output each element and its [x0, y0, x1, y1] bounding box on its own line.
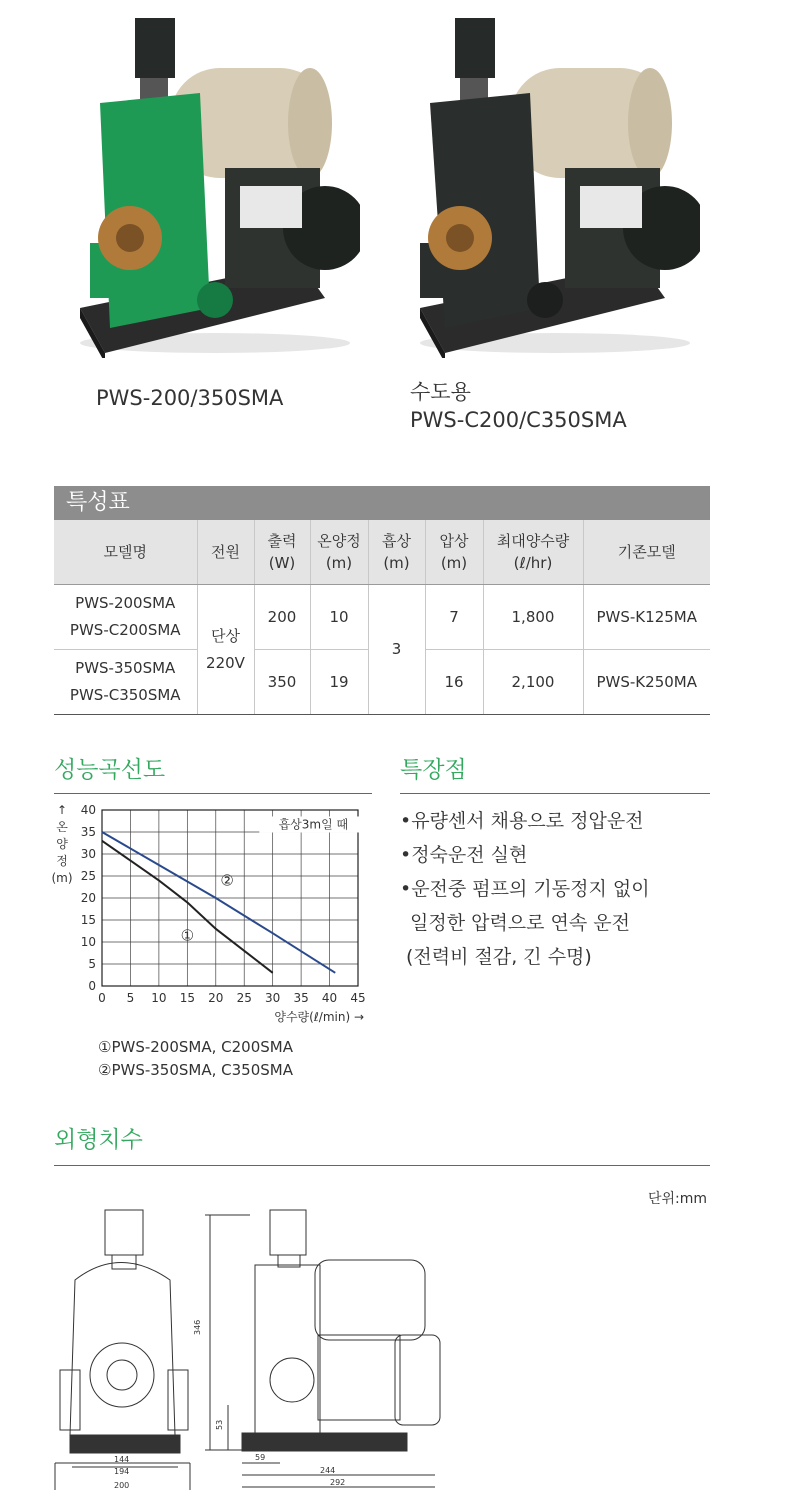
dimensions-divider	[54, 1165, 710, 1166]
y-axis-label: 양	[56, 837, 68, 851]
row1-models: PWS-200SMA PWS-C200SMA	[54, 585, 197, 650]
performance-divider	[54, 793, 372, 794]
row2-head: 19	[310, 650, 368, 715]
unit-label: 단위:mm	[648, 1191, 708, 1207]
row2-old-model: PWS-K250MA	[583, 650, 710, 715]
dimension-drawing	[50, 1205, 450, 1490]
y-axis-label: (m)	[51, 871, 73, 885]
row2-output: 350	[254, 650, 310, 715]
power-cell: 단상 220V	[197, 585, 254, 715]
row2-models: PWS-350SMA PWS-C350SMA	[54, 650, 197, 715]
features-title: 특장점	[400, 757, 467, 783]
y-tick-label: 40	[80, 803, 96, 817]
header-old-model: 기존모델	[583, 520, 710, 585]
y-tick-label: 35	[80, 825, 96, 839]
x-tick-label: 20	[208, 991, 224, 1005]
row1-max-flow: 1,800	[483, 585, 583, 650]
spec-table	[54, 520, 710, 715]
dim-200: 200	[114, 1481, 130, 1490]
y-tick-label: 25	[80, 869, 96, 883]
dim-244: 244	[320, 1466, 336, 1475]
feature-item-2: •정숙운전 실현	[400, 844, 528, 866]
series-marker-2: ②	[220, 871, 234, 890]
header-head: 온양정 (m)	[310, 520, 368, 585]
performance-chart	[40, 798, 380, 1038]
product-caption-2-model: PWS-C200/C350SMA	[410, 408, 627, 432]
x-tick-label: 25	[236, 991, 252, 1005]
y-axis-label: ↑	[56, 803, 68, 817]
dim-59: 59	[255, 1453, 266, 1462]
header-output: 출력 (W)	[254, 520, 310, 585]
header-pressure: 압상 (m)	[425, 520, 483, 585]
y-tick-label: 30	[80, 847, 96, 861]
x-tick-label: 5	[126, 991, 135, 1005]
x-tick-label: 10	[151, 991, 167, 1005]
x-tick-label: 40	[321, 991, 338, 1005]
x-tick-label: 35	[293, 991, 309, 1005]
product-photo-black	[400, 8, 700, 358]
y-tick-label: 5	[88, 957, 96, 971]
header-max-flow: 최대양수량 (ℓ/hr)	[483, 520, 583, 585]
dim-194: 194	[114, 1467, 130, 1476]
header-suction: 흡상 (m)	[368, 520, 425, 585]
feature-item-5: (전력비 절감, 긴 수명)	[406, 946, 592, 968]
dim-53: 53	[215, 1419, 224, 1430]
y-tick-label: 15	[80, 913, 96, 927]
series-line-2	[102, 832, 335, 973]
row2-max-flow: 2,100	[483, 650, 583, 715]
dim-346: 346	[193, 1319, 202, 1335]
y-axis-label: 온	[56, 820, 68, 834]
x-tick-label: 30	[265, 991, 281, 1005]
row1-old-model: PWS-K125MA	[583, 585, 710, 650]
spec-table-title: 특성표	[66, 490, 130, 515]
x-tick-label: 15	[179, 991, 195, 1005]
row1-output: 200	[254, 585, 310, 650]
legend-1: ①PWS-200SMA, C200SMA	[98, 1038, 293, 1056]
annotation-text: 흡상3m일 때	[278, 817, 349, 832]
x-axis-label: 양수량(ℓ/min) →	[274, 1010, 364, 1024]
product-photo-green	[60, 8, 360, 358]
x-tick-label: 45	[350, 991, 366, 1005]
header-model: 모델명	[54, 520, 197, 585]
performance-title: 성능곡선도	[54, 757, 166, 783]
suction-cell: 3	[368, 585, 425, 715]
y-tick-label: 0	[88, 979, 96, 993]
product-caption-2-label: 수도용	[410, 380, 471, 404]
x-tick-label: 0	[98, 991, 106, 1005]
feature-item-4: 일정한 압력으로 연속 운전	[410, 912, 631, 934]
feature-item-3: •운전중 펌프의 기동정지 없이	[400, 878, 650, 900]
series-marker-1: ①	[180, 926, 195, 945]
y-axis-label: 정	[56, 854, 68, 868]
features-divider	[400, 793, 710, 794]
legend-2: ②PWS-350SMA, C350SMA	[98, 1061, 293, 1079]
product-caption-1: PWS-200/350SMA	[96, 386, 284, 410]
spec-table-title-bar	[54, 486, 710, 520]
dim-144: 144	[114, 1455, 130, 1464]
row1-pressure: 7	[425, 585, 483, 650]
dimensions-title: 외형치수	[54, 1127, 143, 1153]
y-tick-label: 10	[80, 935, 96, 949]
row1-head: 10	[310, 585, 368, 650]
y-tick-label: 20	[80, 891, 96, 905]
row2-pressure: 16	[425, 650, 483, 715]
dim-292: 292	[330, 1478, 346, 1487]
header-power: 전원	[197, 520, 254, 585]
feature-item-1: •유량센서 채용으로 정압운전	[400, 810, 644, 832]
